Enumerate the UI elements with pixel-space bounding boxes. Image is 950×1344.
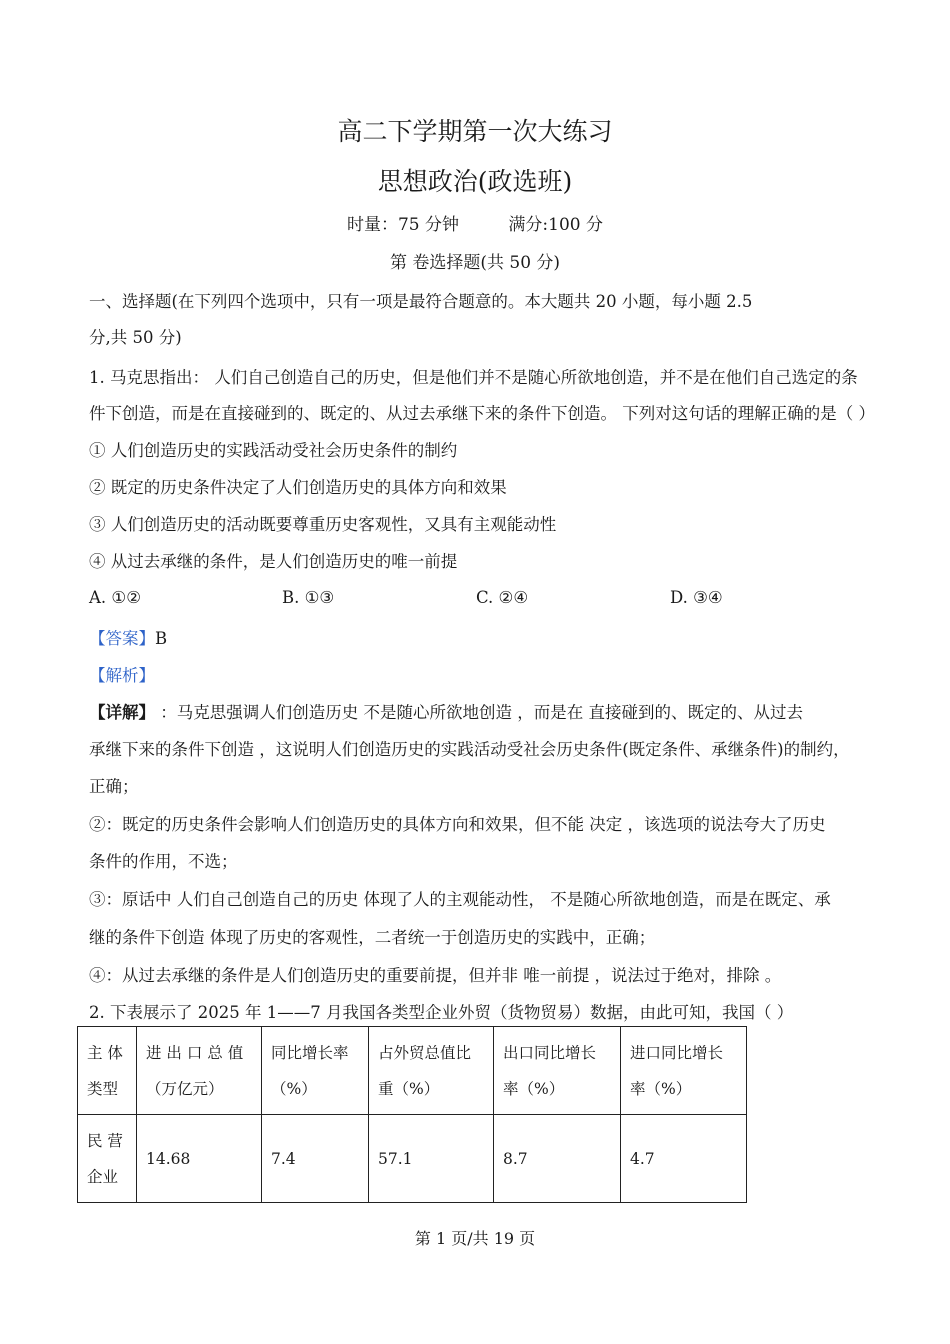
q1-stem-line2: 件下创造，而是在直接碰到的、既定的、从过去承继下来的条件下创造。 下列对这句话的理解正确的是（ ） [89, 404, 875, 423]
header-cell [621, 1027, 747, 1115]
q1-detail-line6: ③：原话中 人们自己创造自己的历史 体现了人的主观能动性， 不是随心所欲地创造，而是在既定、承 [89, 890, 831, 909]
q1-option-b: B. ①③ [282, 588, 335, 607]
table-cell: 4.7 [621, 1115, 747, 1203]
q1-option-c: C. ②④ [476, 588, 529, 607]
answer-value: B [155, 629, 168, 648]
table-cell: 57.1 [369, 1115, 494, 1203]
q1-detail-line1 [89, 699, 803, 723]
row-type-cell [78, 1115, 137, 1203]
time-limit: 时量：75 分钟 [346, 215, 460, 235]
analysis-label: 【解析】 [89, 666, 155, 685]
header-cell [78, 1027, 137, 1115]
header-cell [369, 1027, 494, 1115]
q2-stem: 2. 下表展示了 2025 年 1——7 月我国各类型企业外贸（货物贸易）数据，由此可知，我国（ ） [89, 1003, 794, 1022]
q1-item-4: ④ 从过去承继的条件，是人们创造历史的唯一前提 [89, 552, 458, 571]
part1-instructions-line2: 分,共 50 分) [89, 328, 182, 347]
header-cell [262, 1027, 369, 1115]
q1-detail-line4: ②：既定的历史条件会影响人们创造历史的具体方向和效果，但不能 决定 ，该选项的说法夸大了历史 [89, 815, 826, 834]
exam-meta [0, 210, 950, 235]
q1-option-d: D. ③④ [670, 588, 723, 607]
detail-label: 【详解】 [89, 703, 155, 722]
exam-title: 高二下学期第一次大练习 [337, 117, 613, 146]
section-heading: 第 卷选择题(共 50 分) [389, 253, 561, 273]
header-text: 重（%） [378, 1079, 440, 1098]
q1-detail-line3: 正确； [89, 777, 139, 796]
part1-instructions-line1: 一、选择题(在下列四个选项中，只有一项是最符合题意的。本大题共 20 小题，每小题 2.5 [89, 292, 753, 311]
page-footer: 第 1 页/共 19 页 [414, 1229, 536, 1248]
table-header-row [78, 1027, 747, 1115]
header-text: 率（%） [503, 1079, 565, 1098]
header-cell [137, 1027, 262, 1115]
table-row [78, 1115, 747, 1203]
header-text: （万亿元） [146, 1079, 224, 1098]
q1-detail-line8: ④：从过去承继的条件是人们创造历史的重要前提，但并非 唯一前提 ，说法过于绝对，排除 。 [89, 966, 782, 985]
header-text: 占外贸总值比 [378, 1043, 472, 1062]
header-text: 主 体 [87, 1043, 123, 1062]
q1-detail-line7: 继的条件下创造 体现了历史的客观性，二者统一于创造历史的实践中，正确； [89, 928, 656, 947]
trade-data-table [77, 1026, 747, 1203]
q1-option-a: A. ①② [89, 588, 141, 607]
q1-item-1: ① 人们创造历史的实践活动受社会历史条件的制约 [89, 441, 458, 460]
table-cell: 8.7 [494, 1115, 621, 1203]
q1-stem-line1: 1. 马克思指出： 人们自己创造自己的历史，但是他们并不是随心所欲地创造，并不是在他们自己选定的条 [89, 368, 858, 387]
q1-item-3: ③ 人们创造历史的活动既要尊重历史客观性，又具有主观能动性 [89, 515, 557, 534]
q1-detail-line5: 条件的作用，不选； [89, 852, 238, 871]
q1-detail-line2: 承继下来的条件下创造 ，这说明人们创造历史的实践活动受社会历史条件(既定条件、承继条件)的制约， [89, 740, 850, 759]
table-cell: 7.4 [262, 1115, 369, 1203]
full-score: 满分:100 分 [508, 215, 604, 235]
header-text: 类型 [87, 1079, 119, 1098]
row-type-text: 企业 [87, 1167, 119, 1186]
header-text: 进 出 口 总 值 [146, 1043, 244, 1062]
header-text: 进口同比增长 [630, 1043, 724, 1062]
q1-answer [89, 625, 167, 649]
q1-item-2: ② 既定的历史条件决定了人们创造历史的具体方向和效果 [89, 478, 507, 497]
row-type-text: 民 营 [87, 1131, 123, 1150]
table-cell: 14.68 [137, 1115, 262, 1203]
header-text: 率（%） [630, 1079, 692, 1098]
header-text: 同比增长率 [271, 1043, 349, 1062]
detail-text: ：马克思强调人们创造历史 不是随心所欲地创造 ，而是在 直接碰到的、既定的、从过去 [155, 703, 803, 722]
header-cell [494, 1027, 621, 1115]
answer-label: 【答案】 [89, 629, 155, 648]
header-text: 出口同比增长 [503, 1043, 597, 1062]
header-text: （%） [271, 1079, 317, 1098]
exam-subtitle: 思想政治(政选班) [377, 167, 573, 196]
q1-options [0, 588, 950, 612]
